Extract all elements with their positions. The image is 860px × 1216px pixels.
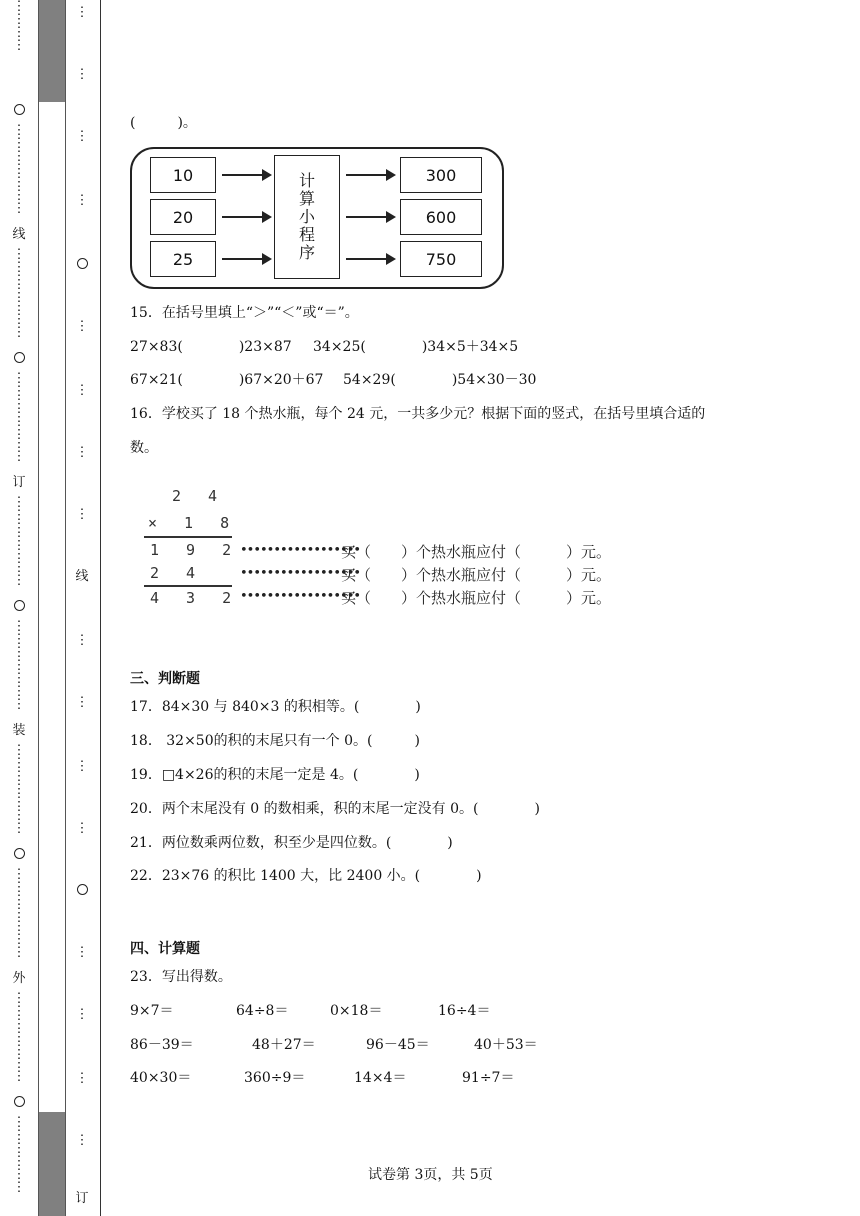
arrow-icon [346,258,394,260]
vertical-multiplier: × 1 8 [148,514,239,532]
arrow-icon [346,174,394,176]
program-char: 算 [298,189,315,208]
vertical-multiplicand: 2 4 [172,487,227,505]
input-box: 25 [150,241,216,277]
binding-label-line: 线 [12,227,26,242]
comparison-item: 34×25( )34×5＋34×5 [313,339,519,355]
circle-mark [0,1096,38,1110]
binding-label-line-right: 线 [75,569,89,584]
calc-item: 96－45＝ [366,1037,430,1053]
arrow-icon [222,258,270,260]
circle-mark [64,258,100,272]
binding-gray-strip [38,0,66,1216]
dots-column: ⋮ ⋮ ⋮ ⋮ ⋮ ⋮ ⋮ [12,371,26,464]
dots-mark: ⋮ [75,129,89,144]
vertical-rule [144,585,232,587]
section-3-title: 三、判断题 [130,671,200,687]
judge-item: 17．84×30 与 840×3 的积相等。( ) [130,699,421,715]
program-diagram [130,147,504,289]
comparison-item: 54×29( )54×30－30 [343,372,537,388]
output-box: 600 [400,199,482,235]
dots-column: ⋮ ⋮ ⋮ ⋮ ⋮ ⋮ ⋮ [12,247,26,340]
judge-item: 20．两个末尾没有 0 的数相乘，积的末尾一定没有 0。( ) [130,801,540,817]
question-15-stem: 15．在括号里填上“＞”“＜”或“＝”。 [130,305,359,321]
circle-mark [0,600,38,614]
binding-label-mount: 装 [12,723,26,738]
dots-mark: ⋮ [75,445,89,460]
dots-mark: ⋮ [75,383,89,398]
explain-line: 买（ ）个热水瓶应付（ ）元。 [341,566,612,584]
dots-column: ⋮ ⋮ ⋮ ⋮ [12,0,26,53]
circle-mark [0,104,38,118]
page-footer: 试卷第 3页，共 5页 [368,1167,493,1183]
binding-cap-top [39,0,65,102]
dots-mark: ⋮ [75,67,89,82]
binding-label-bind: 订 [12,475,26,490]
binding-margin-right [64,0,101,1216]
input-box: 20 [150,199,216,235]
dots-mark: ⋮ [75,193,89,208]
question-16-stem: 16．学校买了 18 个热水瓶，每个 24 元，一共多少元？根据下面的竖式，在括号里填合适的 [130,406,706,422]
leader-dots: •••••••••••••••••• [240,543,361,558]
arrow-icon [222,216,270,218]
dots-mark: ⋮ [75,5,89,20]
judge-item: 21．两位数乘两位数，积至少是四位数。( ) [130,835,453,851]
dots-column: ⋮ ⋮ ⋮ ⋮ ⋮ ⋮ [12,1115,26,1195]
circle-mark [64,884,100,898]
leader-dots: •••••••••••••••••• [240,566,361,581]
program-char: 小 [298,207,315,226]
output-box: 750 [400,241,482,277]
dots-column: ⋮ ⋮ ⋮ ⋮ ⋮ ⋮ ⋮ [12,867,26,960]
question-23-stem: 23．写出得数。 [130,969,232,985]
vertical-partial-2: 2 4 [150,564,205,582]
dots-mark: ⋮ [75,1133,89,1148]
dots-mark: ⋮ [75,821,89,836]
arrow-icon [222,174,270,176]
program-char: 计 [298,171,315,190]
leader-dots: •••••••••••••••••• [240,589,361,604]
circle-mark [0,848,38,862]
answer-paren: ( )。 [130,115,197,131]
vertical-partial-1: 1 9 2 [150,541,241,559]
dots-mark: ⋮ [75,319,89,334]
comparison-item: 27×83( )23×87 [130,339,292,355]
binding-label-bind-right: 订 [75,1191,89,1206]
explain-line: 买（ ）个热水瓶应付（ ）元。 [341,543,612,561]
dots-column: ⋮ ⋮ ⋮ ⋮ ⋮ ⋮ ⋮ [12,495,26,588]
judge-item: 18． 32×50的积的末尾只有一个 0。( ) [130,733,420,749]
calc-item: 40×30＝ [130,1070,192,1086]
dots-mark: ⋮ [75,695,89,710]
dots-mark: ⋮ [75,507,89,522]
calc-item: 40＋53＝ [474,1037,538,1053]
question-16-stem-cont: 数。 [130,440,158,456]
calc-item: 0×18＝ [330,1003,383,1019]
judge-item: 22．23×76 的积比 1400 大，比 2400 小。( ) [130,868,482,884]
dots-column: ⋮ ⋮ ⋮ ⋮ ⋮ ⋮ ⋮ [12,743,26,836]
judge-item: 19．□4×26的积的末尾一定是 4。( ) [130,767,420,783]
comparison-item: 67×21( )67×20＋67 [130,372,324,388]
calc-item: 9×7＝ [130,1003,174,1019]
calc-item: 48＋27＝ [252,1037,316,1053]
dots-column: ⋮ ⋮ ⋮ ⋮ ⋮ ⋮ ⋮ [12,123,26,216]
arrow-icon [346,216,394,218]
dots-column: ⋮ ⋮ ⋮ ⋮ ⋮ ⋮ ⋮ [12,619,26,712]
binding-label-outer: 外 [12,971,26,986]
binding-cap-bottom [39,1112,65,1216]
binding-margin-left [0,0,38,1216]
input-box: 10 [150,157,216,193]
output-box: 300 [400,157,482,193]
circle-mark [0,352,38,366]
calc-item: 16÷4＝ [438,1003,491,1019]
dots-mark: ⋮ [75,1007,89,1022]
dots-mark: ⋮ [75,759,89,774]
program-char: 序 [298,243,315,262]
dots-mark: ⋮ [75,945,89,960]
calc-item: 86－39＝ [130,1037,194,1053]
program-char: 程 [298,225,315,244]
dots-column: ⋮ ⋮ ⋮ ⋮ ⋮ ⋮ ⋮ [12,991,26,1084]
calc-item: 14×4＝ [354,1070,407,1086]
explain-line: 买（ ）个热水瓶应付（ ）元。 [341,589,612,607]
vertical-rule [144,536,232,538]
calc-item: 91÷7＝ [462,1070,515,1086]
dots-mark: ⋮ [75,633,89,648]
vertical-result: 4 3 2 [150,589,241,607]
dots-mark: ⋮ [75,1071,89,1086]
calc-item: 360÷9＝ [244,1070,306,1086]
calculator-program-box [274,155,340,279]
calc-item: 64÷8＝ [236,1003,289,1019]
section-4-title: 四、计算题 [130,941,200,957]
